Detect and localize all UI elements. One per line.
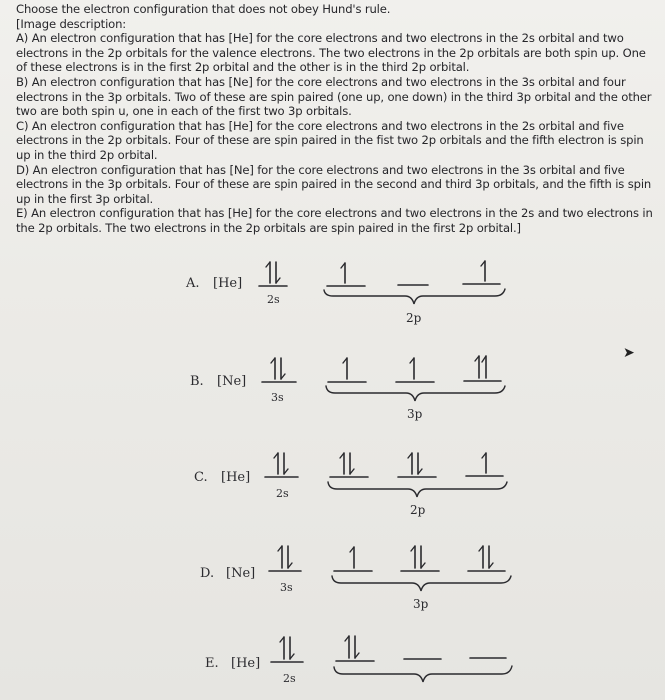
option-a-p-label: 2p: [406, 311, 422, 325]
option-e-core: [He]: [231, 656, 261, 671]
option-c-2p-orbitals: [328, 453, 507, 497]
option-c-p-label: 2p: [410, 503, 426, 517]
option-d-p-label: 3p: [413, 597, 429, 611]
option-b-letter: B.: [190, 374, 204, 389]
description-d: D) An electron configuration that has [Ne] for the core electrons and two electrons in the 3s orbital and five electrons in the 3p orbitals. Four of these are spin paired in the second and third 3p orbitals, and the fifth is spin up in the first 3p orbital.: [16, 162, 652, 206]
description-e: E) An electron configuration that has [He] for the core electrons and two electrons in the 2s and two electrons in the 2p orbitals. The two electrons in the 2p orbitals are spin paired in the first 2p orbital.]: [16, 206, 653, 235]
option-e-2s-orbital: [271, 637, 303, 662]
option-a-letter: A.: [186, 276, 200, 291]
option-d-s-label: 3s: [280, 581, 293, 594]
option-c-core: [He]: [221, 470, 251, 485]
option-c-s-label: 2s: [276, 487, 289, 500]
option-c-letter: C.: [194, 470, 208, 485]
option-a-2p-orbitals: [324, 261, 505, 304]
description-b: B) An electron configuration that has [Ne] for the core electrons and two electrons in the 3s orbital and four electrons in the 3p orbitals. Two of these are spin paired (one up, one down) in the third 3p orbital and the other two are both spin u, one in each of the first two 3p orbitals.: [16, 74, 652, 119]
option-b-p-label: 3p: [407, 407, 423, 421]
option-b-3s-orbital: [262, 358, 296, 382]
question-prompt: Choose the electron configuration that does not obey Hund's rule.: [16, 2, 391, 16]
option-d-3s-orbital: [269, 546, 301, 571]
option-d-core: [Ne]: [226, 566, 256, 581]
cursor-arrow-icon: ➤: [623, 345, 635, 361]
option-b-s-label: 3s: [271, 391, 284, 404]
description-c: C) An electron configuration that has [He] for the core electrons and two electrons in the 2s orbital and five electrons in the 2p orbitals. Four of these are spin paired in the fist two 2p orbitals and the fifth electron is spin up in the third 2p orbital.: [16, 118, 644, 162]
option-a-2s-orbital: [259, 262, 287, 286]
option-a-s-label: 2s: [267, 293, 280, 306]
option-e-letter: E.: [205, 656, 219, 671]
option-b-3p-orbitals: [326, 356, 505, 401]
description-a: A) An electron configuration that has [He] for the core electrons and two electrons in the 2s orbital and two electrons in the 2p orbitals for the valence electrons. The two electrons in the 2p orbitals are both spin up. One of these electrons is in the first 2p orbital and the other is in the third 2p orbital.: [16, 31, 646, 75]
option-a-core: [He]: [213, 276, 243, 291]
option-b-core: [Ne]: [217, 374, 247, 389]
option-d-3p-orbitals: [332, 546, 511, 591]
image-description-header: [Image description:: [16, 16, 127, 31]
option-e-2p-orbitals: [334, 636, 512, 682]
option-c-2s-orbital: [265, 453, 298, 477]
option-e-s-label: 2s: [283, 672, 296, 685]
option-d-letter: D.: [200, 566, 215, 581]
